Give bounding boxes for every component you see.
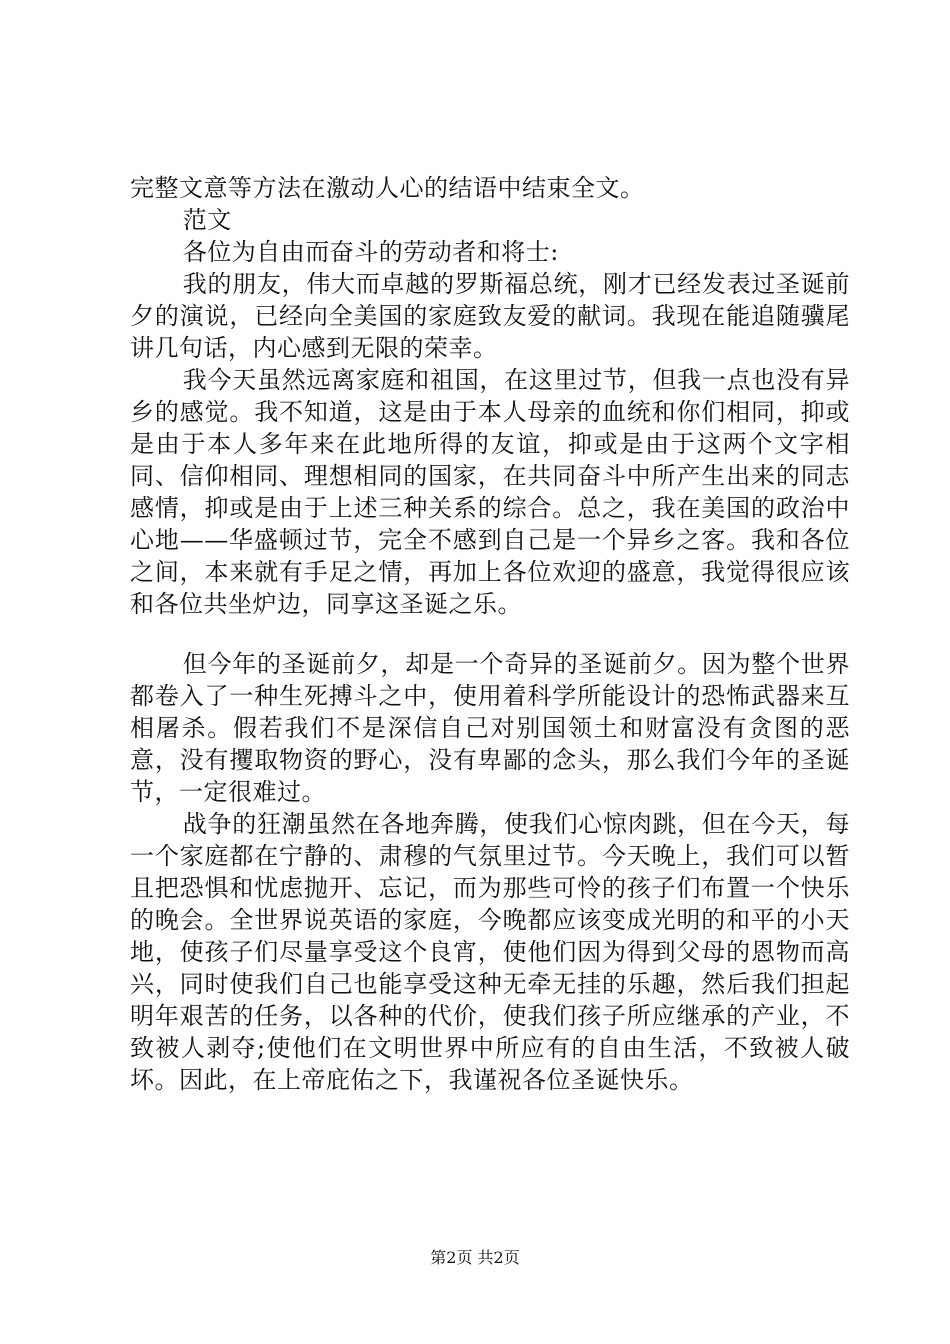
section-heading-sample: 范文 bbox=[182, 206, 232, 234]
document-body bbox=[130, 172, 850, 1096]
paragraph-opening: 我的朋友，伟大而卓越的罗斯福总统，刚才已经发表过圣诞前夕的演说，已经向全美国的家庭致友爱的献词。我现在能追随骥尾讲几句话，内心感到无限的荣幸。 bbox=[130, 270, 850, 362]
paragraph-war-tide: 战争的狂潮虽然在各地奔腾，使我们心惊肉跳，但在今天，每一个家庭都在宁静的、肃穆的气氛里过节。今天晚上，我们可以暂且把恐惧和忧虑抛开、忘记，而为那些可怜的孩子们布置一个快乐的晚会。全世界说英语的家庭，今晚都应该变成光明的和平的小天地，使孩子们尽量享受这个良宵，使他们因为得到父母的恩物而高兴，同时使我们自己也能享受这种无牵无挂的乐趣，然后我们担起明年艰苦的任务，以各种的代价，使我们孩子所应继承的产业，不致被人剥夺;使他们在文明世界中所应有的自由生活，不致被人破坏。因此，在上帝庇佑之下，我谨祝各位圣诞快乐。 bbox=[130, 810, 850, 1094]
paragraph-conclusion-method: 完整文意等方法在激动人心的结语中结束全文。 bbox=[130, 174, 645, 202]
paragraph-no-homesickness: 我今天虽然远离家庭和祖国，在这里过节，但我一点也没有异乡的感觉。我不知道，这是由于本人母亲的血统和你们相同，抑或是由于本人多年来在此地所得的友谊，抑或是由于这两个文字相同、信仰相同、理想相同的国家，在共同奋斗中所产生出来的同志感情，抑或是由于上述三种关系的综合。总之，我在美国的政治中心地——华盛顿过节，完全不感到自己是一个异乡之客。我和各位之间，本来就有手足之情，再加上各位欢迎的盛意，我觉得很应该和各位共坐炉边，同享这圣诞之乐。 bbox=[130, 366, 850, 618]
page-number-footer: 第2页 共2页 bbox=[430, 1248, 520, 1267]
paragraph-strange-christmas: 但今年的圣诞前夕，却是一个奇异的圣诞前夕。因为整个世界都卷入了一种生死搏斗之中，使用着科学所能设计的恐怖武器来互相屠杀。假若我们不是深信自己对别国领土和财富没有贪图的恶意，没有攫取物资的野心，没有卑鄙的念头，那么我们今年的圣诞节，一定很难过。 bbox=[130, 650, 850, 806]
paragraph-salutation: 各位为自由而奋斗的劳动者和将士: bbox=[182, 238, 559, 266]
